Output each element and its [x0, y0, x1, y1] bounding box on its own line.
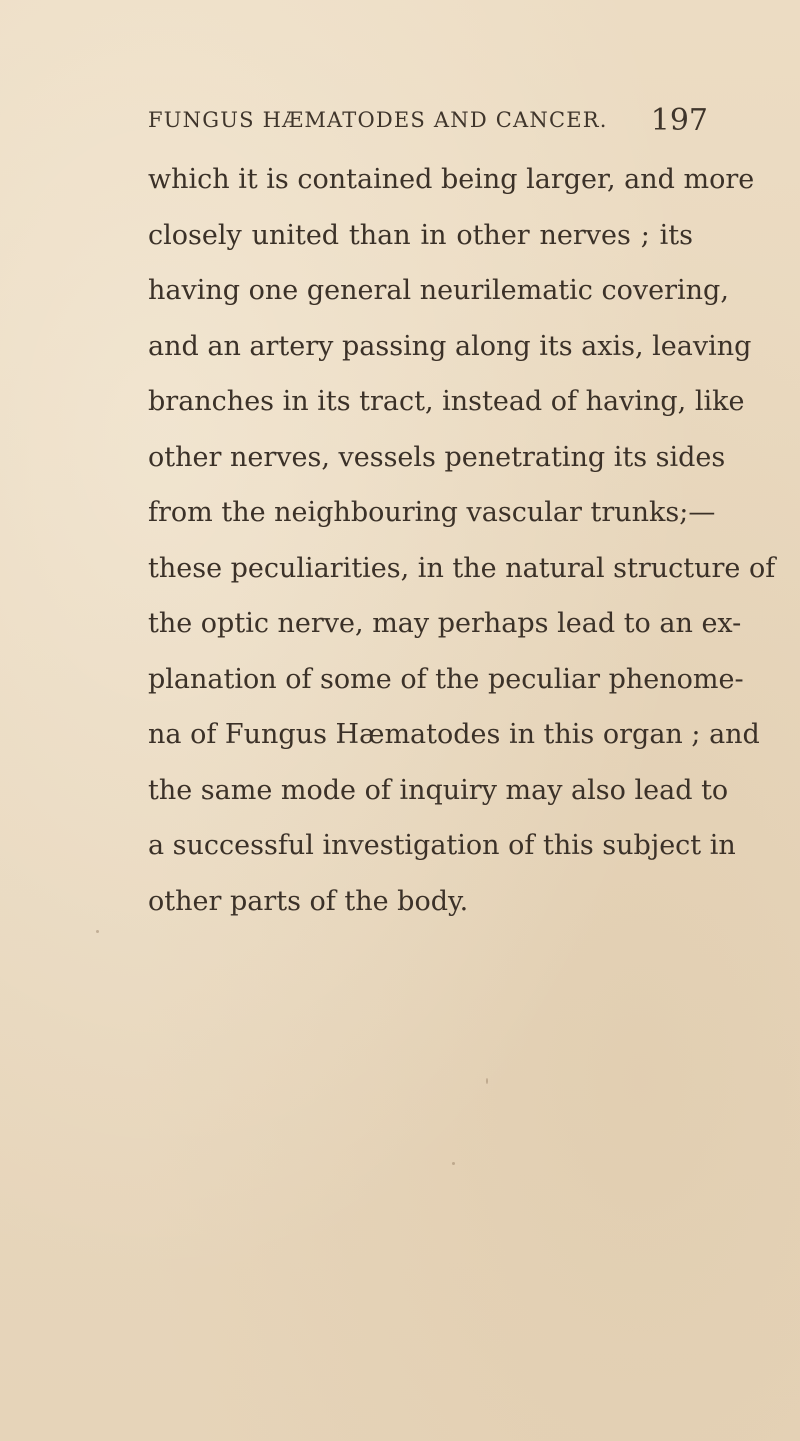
paper-speck — [486, 1078, 488, 1084]
text-line: these peculiarities, in the natural structure of — [148, 552, 776, 584]
body-text — [148, 152, 776, 929]
text-line: from the neighbouring vascular trunks;— — [148, 497, 716, 528]
text-line: and an artery passing along its axis, leaving — [148, 330, 752, 362]
page-header — [148, 100, 708, 140]
paper-speck — [452, 1162, 455, 1165]
text-line: other parts of the body. — [148, 885, 469, 917]
text-line: a successful investigation of this subject in — [148, 830, 736, 861]
text-line: having one general neurilematic covering, — [148, 275, 729, 306]
text-line: the optic nerve, may perhaps lead to an ex- — [148, 608, 742, 639]
text-line: na of Fungus Hæmatodes in this organ ; and — [148, 719, 760, 750]
text-line: branches in its tract, instead of having, like — [148, 386, 745, 417]
text-line: planation of some of the peculiar phenome- — [148, 663, 744, 695]
running-head: FUNGUS HÆMATODES AND CANCER. — [148, 108, 608, 132]
paper-speck — [96, 930, 99, 933]
page-number: 197 — [650, 102, 708, 138]
text-line: other nerves, vessels penetrating its sides — [148, 441, 726, 473]
text-line: which it is contained being larger, and more — [148, 164, 755, 195]
text-line: closely united than in other nerves ; its — [148, 219, 693, 251]
text-line: the same mode of inquiry may also lead to — [148, 774, 729, 806]
